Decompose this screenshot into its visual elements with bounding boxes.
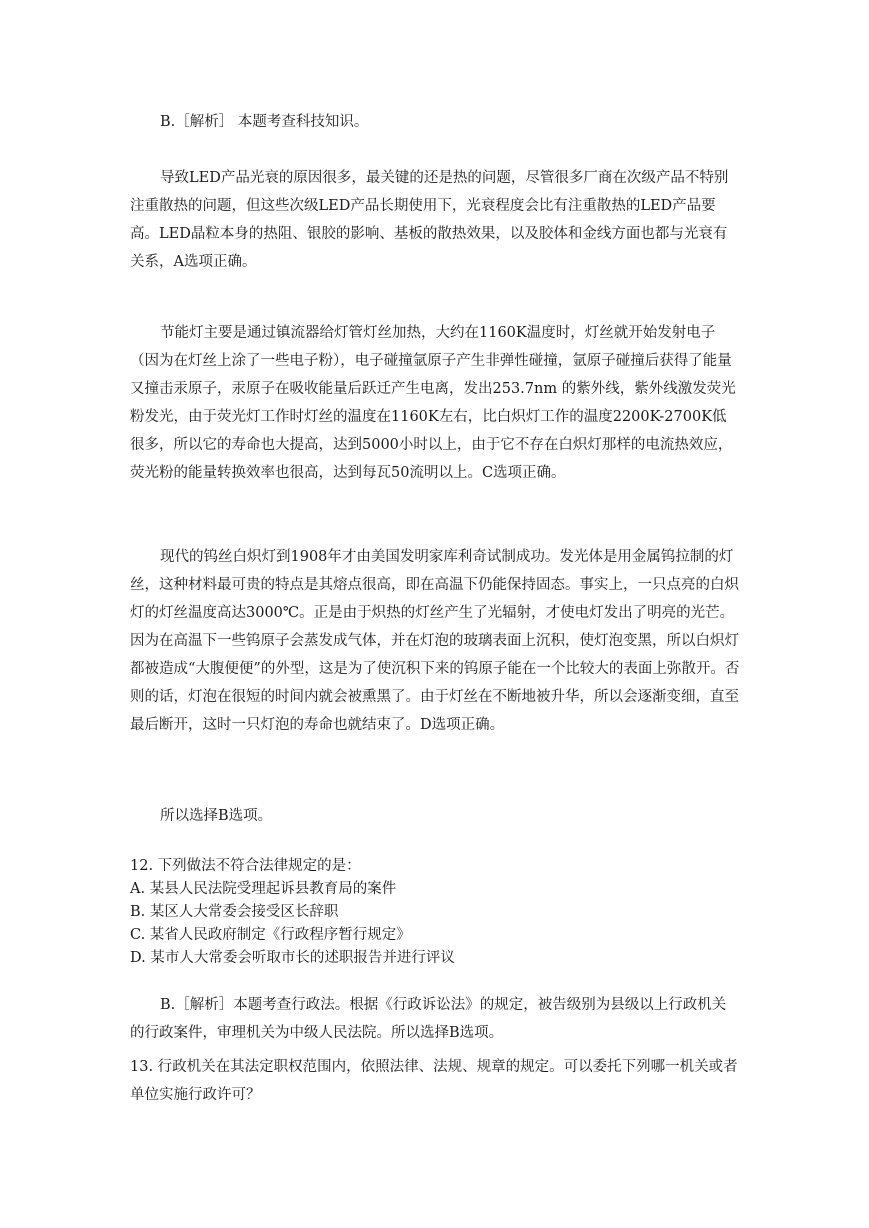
question-12-option-d: D. 某市人大常委会听取市长的述职报告并进行评议 bbox=[130, 950, 455, 966]
question-12-option-b: B. 某区人大常委会接受区长辞职 bbox=[130, 904, 339, 920]
question-13-stem: 13. 行政机关在其法定职权范围内，依照法律、法规、规章的规定。可以委托下列哪一机关或者单位实施行政许可？ bbox=[130, 1059, 738, 1103]
question-13 bbox=[130, 1053, 740, 1109]
question-12-stem: 12. 下列做法不符合法律规定的是： bbox=[130, 858, 361, 874]
answer-11-header: B.［解析］ 本题考查科技知识。 bbox=[160, 114, 369, 130]
answer-11-paragraph-led: 导致LED产品光衰的原因很多，最关键的还是热的问题，尽管很多厂商在次级产品不特别注重散热的问题，但这些次级LED产品长期使用下，光衰程度会比有注重散热的LED产品要高。LED晶粒本身的热阻、银胶的影响、基板的散热效果，以及胶体和金线方面也都与光衰有关系，A选项正确。 bbox=[130, 170, 729, 270]
question-12 bbox=[130, 855, 740, 970]
answer-11-paragraph-incandescent-lamp: 现代的钨丝白炽灯到1908年才由美国发明家库利奇试制成功。发光体是用金属钨拉制的灯丝，这种材料最可贵的特点是其熔点很高，即在高温下仍能保持固态。事实上，一只点亮的白炽灯的灯丝温度高达3000℃。正是由于炽热的灯丝产生了光辐射，才使电灯发出了明亮的光芒。因为在高温下一些钨原子会蒸发成气体，并在灯泡的玻璃表面上沉积，使灯泡变黑，所以白炽灯都被造成“大腹便便”的外型，这是为了使沉积下来的钨原子能在一个比较大的表面上弥散开。否则的话，灯泡在很短的时间内就会被熏黑了。由于灯丝在不断地被升华，所以会逐渐变细，直至最后断开，这时一只灯泡的寿命也就结束了。D选项正确。 bbox=[130, 549, 740, 733]
question-12-option-c: C. 某省人民政府制定《行政程序暂行规定》 bbox=[130, 927, 411, 943]
answer-11-conclusion: 所以选择B选项。 bbox=[160, 808, 273, 824]
question-12-analysis: B.［解析］本题考查行政法。根据《行政诉讼法》的规定，被告级别为县级以上行政机关的行政案件，审理机关为中级人民法院。所以选择B选项。 bbox=[130, 997, 727, 1041]
question-12-option-a: A. 某县人民法院受理起诉县教育局的案件 bbox=[130, 881, 397, 897]
answer-11-paragraph-energy-saving-lamp: 节能灯主要是通过镇流器给灯管灯丝加热，大约在1160K温度时，灯丝就开始发射电子（因为在灯丝上涂了一些电子粉），电子碰撞氩原子产生非弹性碰撞，氩原子碰撞后获得了能量又撞击汞原子，汞原子在吸收能量后跃迁产生电离，发出253.7nm 的紫外线，紫外线激发荧光粉发光，由于荧光灯工作时灯丝的温度在1160K左右，比白炽灯工作的温度2200K-2700K低很多，所以它的寿命也大提高，达到5000小时以上，由于它不存在白炽灯那样的电流热效应，荧光粉的能量转换效率也很高，达到每瓦50流明以上。C选项正确。 bbox=[130, 325, 736, 481]
